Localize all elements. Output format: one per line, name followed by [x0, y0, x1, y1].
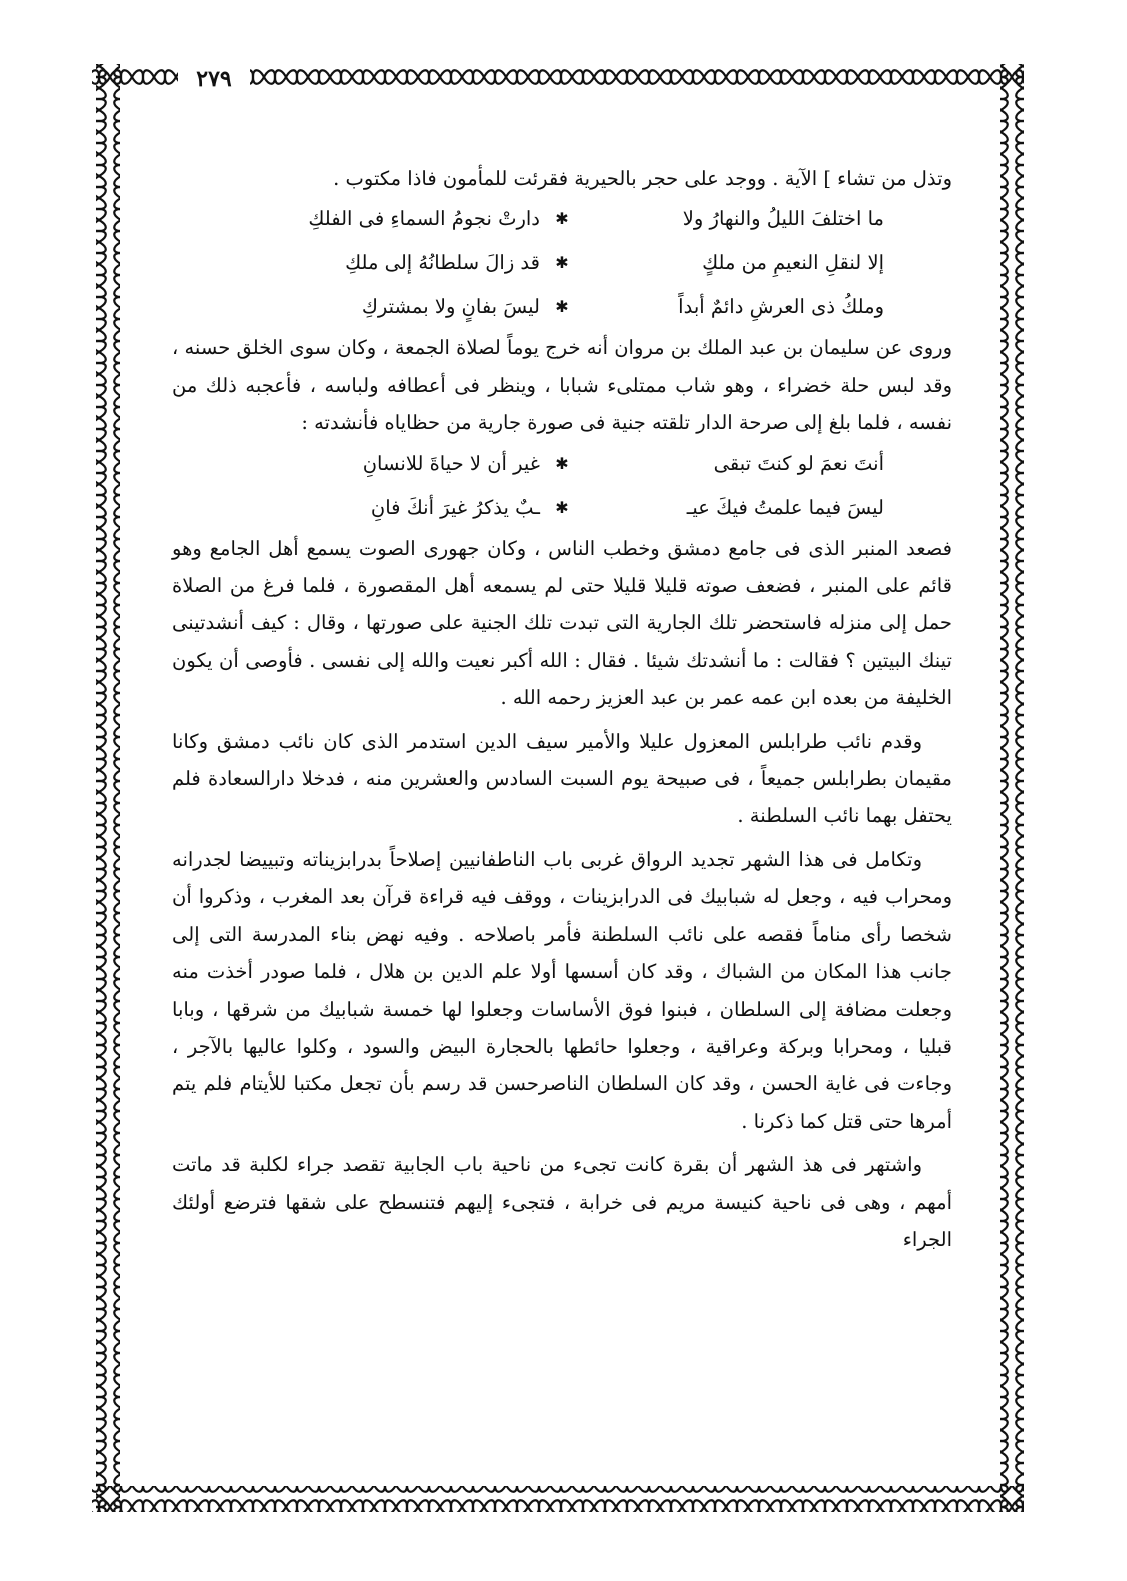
verse-hemistich: ـبٌ يذكرُ غيرَ أنكَ فانِ [370, 495, 540, 519]
verse-hemistich: وملكُ ذى العرشِ دائمٌ أبداً [678, 295, 884, 319]
verse-separator-icon: ✱ [555, 453, 569, 473]
verse-line [172, 285, 952, 329]
verse-separator-icon: ✱ [555, 253, 569, 273]
verse-line [172, 486, 952, 530]
paragraph-sulayman: وروى عن سليمان بن عبد الملك بن مروان أنه خرج يوماً لصلاة الجمعة ، وكان سوى الخلق حسنه ، وقد لبس حلة خضراء ، وهو شاب ممتلىء شبابا ، وينظر فى أعطافه ولباسه ، فأعجبه ذلك من نفسه ، فلما بلغ إلى صرحة الدار تلقته جنية فى صورة جارية من حظاياه فأنشدته : [171, 336, 952, 435]
paragraph-minbar: فصعد المنبر الذى فى جامع دمشق وخطب الناس ، وكان جهورى الصوت يسمع أهل الجامع وهو قائم على المنبر ، فضعف صوته قليلا قليلا حتى لم يسمعه أهل المقصورة ، فلما فرغ من الصلاة حمل إلى منزله فاستحضر تلك الجارية التى تبدت تلك الجنية على صورتها ، وقال : كيف أنشدتينى تينك البيتين ؟ فقالت : ما أنشدتك شيئا . فقال : الله أكبر نعيت والله إلى نفسى . فأوصى أن يكون الخليفة من بعده ابن عمه عمر بن عبد العزيز رحمه الله . [172, 536, 952, 710]
page-body [172, 160, 952, 1258]
verse-hemistich: أنتَ نعمَ لو كنتَ تبقى [713, 451, 884, 475]
verse-line [172, 241, 952, 285]
paragraph-baqara: واشتهر فى هذ الشهر أن بقرة كانت تجىء من ناحية باب الجابية تقصد جراء لكلبة قد ماتت أمهم ، وهى فى ناحية كنيسة مريم فى خرابة ، فتجىء إليهم فتنسطح على شقها فترضع أولئك الجراء [172, 1153, 952, 1251]
verse-separator-icon: ✱ [555, 297, 569, 317]
verse-hemistich: دارتْ نجومُ السماءِ فى الفلكِ [308, 207, 540, 231]
verse-line [172, 442, 952, 486]
verse-hemistich: ليسَ بفانٍ ولا بمشتركِ [361, 295, 540, 319]
verse-hemistich: إلا لنقلِ النعيمِ من ملكٍ [702, 251, 884, 275]
verse-separator-icon: ✱ [555, 209, 569, 229]
verse-hemistich: ليسَ فيما علمتُ فيكَ عيـ [686, 495, 884, 519]
verse-hemistich: قد زالَ سلطانُهُ إلى ملكِ [345, 251, 540, 275]
verse-hemistich: ما اختلفَ الليلُ والنهارُ ولا [682, 207, 884, 231]
page-number: ٢٧٩ [178, 66, 250, 92]
paragraph-riwaq: وتكامل فى هذا الشهر تجديد الرواق غربى باب الناطفانيين إصلاحاً بدرابزيناته وتبييضا لجدرانه ومحراب فيه ، وجعل له شبابيك فى الدرابزينات ، ووقف فيه قراءة قرآن بعد المغرب ، وذكروا أن شخصا رأى مناماً فقصه على نائب السلطنة فأمر باصلاحه . وفيه نهض بناء المدرسة التى إلى جانب هذا المكان من الشباك ، وقد كان أسسها أولا علم الدين بن هلال ، فلما صودر أخذت منه وجعلت مضافة إلى السلطان ، فبنوا فوق الأساسات وجعلوا لها خمسة شبابيك من شرقها ، وبابا قبليا ، ومحرابا وبركة وعراقية ، وجعلوا حائطها بالحجارة البيض والسود ، وكلوا عاليها بالآجر ، وجاءت فى غاية الحسن ، وقد كان السلطان الناصرحسن قد رسم بأن تجعل مكتبا للأيتام فلم يتم أمرها حتى قتل كما ذكرنا . [172, 847, 952, 1133]
verse-line [172, 197, 952, 241]
verse-hemistich: غير أن لا حياةَ للانسانِ [362, 451, 540, 475]
paragraph-tarablus: وقدم نائب طرابلس المعزول عليلا والأمير سيف الدين استدمر الذى كان نائب دمشق وكانا مقيمان بطرابلس جميعاً ، فى صبيحة يوم السبت السادس والعشرين منه ، فدخلا دارالسعادة فلم يحتفل بهما نائب السلطنة . [172, 729, 952, 828]
verse-separator-icon: ✱ [555, 497, 569, 517]
opening-line: وتذل من تشاء ] الآية . ووجد على حجر بالحيرية فقرئت للمأمون فاذا مكتوب . [333, 167, 952, 190]
